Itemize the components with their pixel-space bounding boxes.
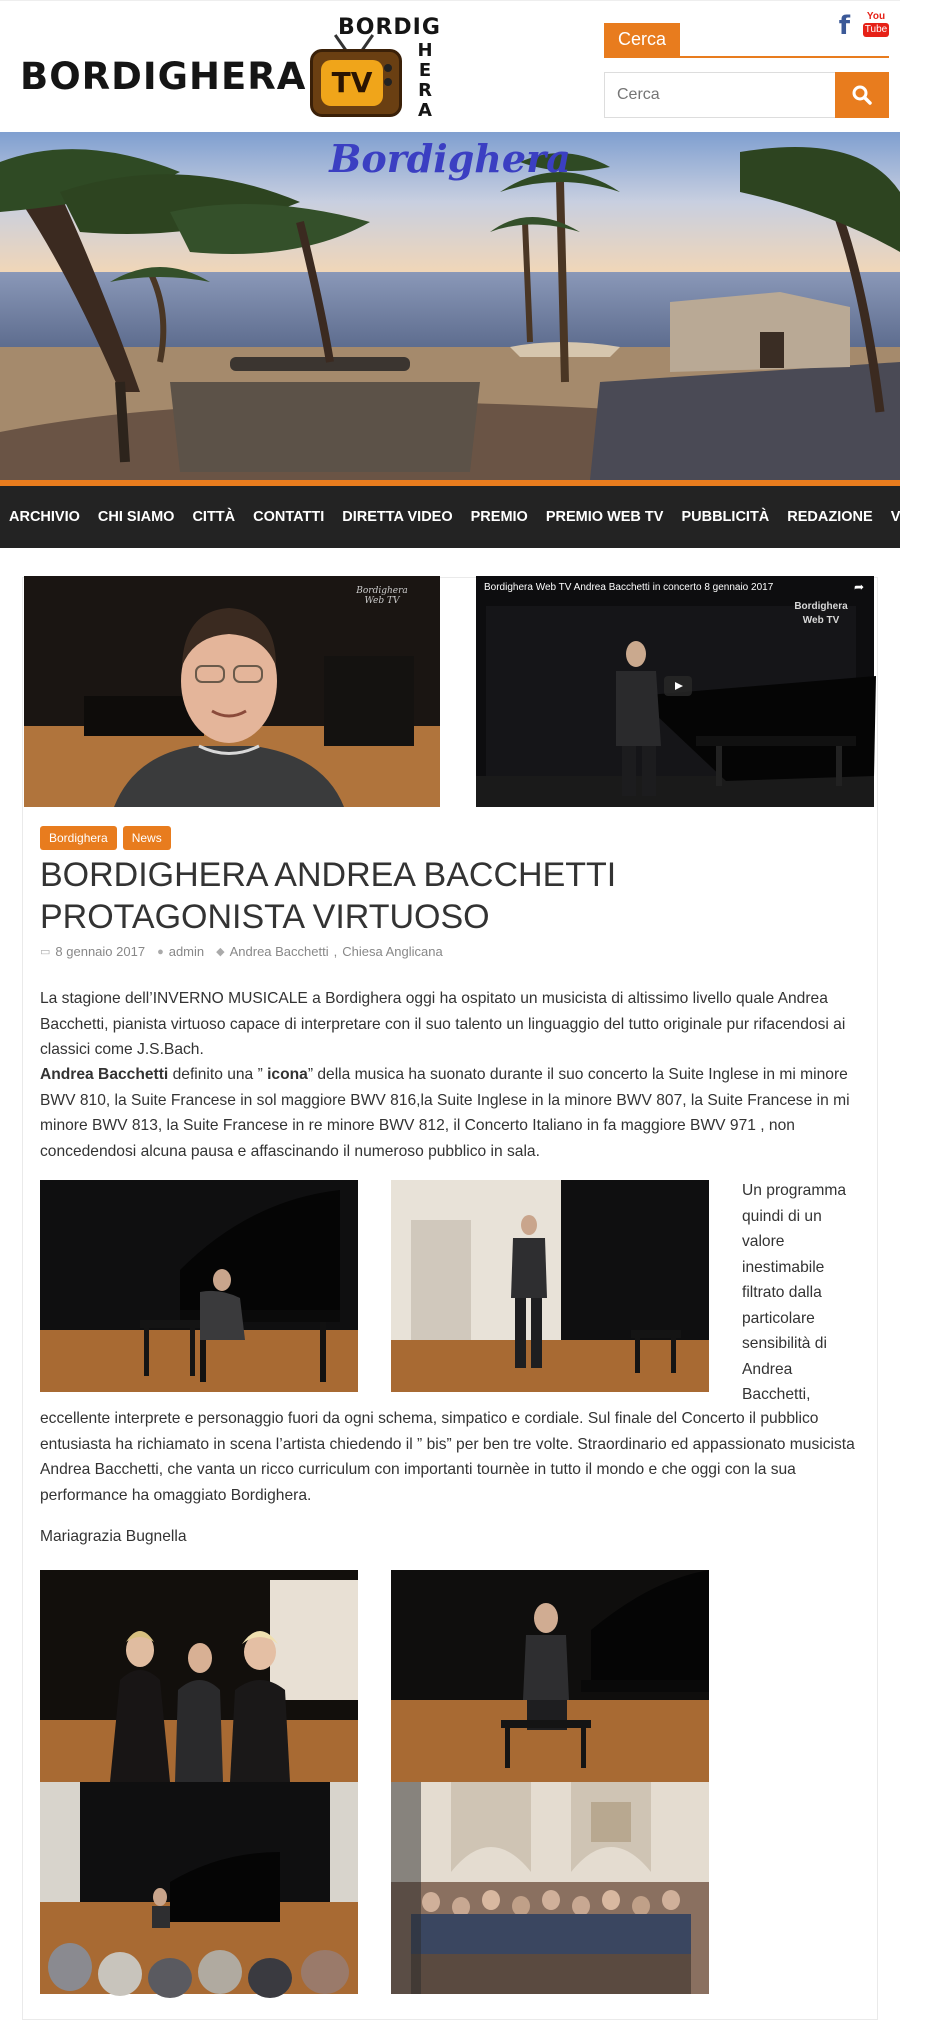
post-meta — [40, 944, 443, 959]
nav-item-video[interactable]: VIDEO — [890, 509, 936, 525]
tv-logo-icon — [310, 33, 402, 117]
category-badge[interactable]: Bordighera — [40, 826, 117, 850]
calendar-icon: ▭ — [40, 946, 51, 958]
tv-logo-label: TV — [321, 60, 383, 106]
article-paragraph: eccellente interprete e personaggio fuori da ogni schema, simpatico e cordiale. Sul finale del Concerto il pubblico entusiasta ha richiamato in scena l’artista chiedendo il ” bis” per ben tre volte. Straordinario ed appassionato musicista Andrea Bacchetti, che vanta un ricco curriculum con importanti tournèe in tutto il mondo e che oggi con la sua performance ha omaggiato Bordighera. — [40, 1410, 855, 1504]
post-author-text: admin — [168, 944, 205, 959]
site-header — [0, 0, 900, 132]
nav-item-contatti[interactable]: CONTATTI — [253, 509, 325, 525]
post-author[interactable] — [157, 944, 204, 959]
nav-item-premio[interactable]: PREMIO — [470, 509, 528, 525]
youtube-icon-text: Tube — [864, 24, 888, 35]
nav-item-chi-siamo[interactable]: CHI SIAMO — [97, 509, 175, 525]
featured-image[interactable] — [24, 576, 440, 807]
article-paragraph — [40, 1062, 870, 1164]
video-title[interactable]: Bordighera Web TV Andrea Bacchetti in concerto 8 gennaio 2017 — [484, 582, 774, 593]
video-brand: Bordighera Web TV — [794, 601, 848, 626]
gallery-photo[interactable] — [40, 1782, 358, 1994]
featured-video[interactable] — [476, 576, 874, 807]
hero-banner — [0, 132, 900, 480]
search-input[interactable] — [604, 72, 835, 118]
share-icon[interactable]: ➦ — [853, 580, 864, 594]
gallery-photo[interactable] — [391, 1570, 709, 1782]
post-title: BORDIGHERA ANDREA BACCHETTI PROTAGONISTA VIRTUOSO — [40, 856, 617, 936]
tag-icon: ◆ — [216, 946, 225, 958]
category-badge[interactable]: News — [123, 826, 171, 850]
nav-item-redazione[interactable]: REDAZIONE — [787, 509, 873, 525]
youtube-icon-text: You — [866, 11, 886, 22]
nav-item-citta[interactable]: CITTÀ — [192, 509, 236, 525]
article-author-signature: Mariagrazia Bugnella — [40, 1528, 187, 1545]
paragraph-text: definito una ” — [168, 1066, 268, 1083]
post-categories — [40, 826, 171, 850]
featured-image-watermark: Bordighera Web TV — [356, 586, 408, 606]
logo-side-vertical-text: HERA — [417, 40, 433, 121]
search-button[interactable] — [835, 72, 889, 118]
bold-text: icona — [267, 1066, 308, 1083]
post-date-text: 8 gennaio 2017 — [55, 944, 146, 959]
article-photo[interactable] — [40, 1180, 358, 1392]
nav-item-pubblicita[interactable]: PUBBLICITÀ — [681, 509, 770, 525]
bold-text: Andrea Bacchetti — [40, 1066, 169, 1083]
facebook-icon[interactable]: f — [838, 11, 850, 41]
play-icon[interactable] — [664, 676, 692, 696]
article-photo[interactable] — [391, 1180, 709, 1392]
article-paragraph: Un programma quindi di un valore inestimabile filtrato dalla particolare sensibilità di Andrea Bacchetti, — [742, 1182, 846, 1403]
main-nav — [0, 486, 936, 548]
nav-item-archivio[interactable]: ARCHIVIO — [9, 509, 80, 525]
nav-item-diretta-video[interactable]: DIRETTA VIDEO — [342, 509, 453, 525]
search-icon — [852, 85, 872, 105]
article-paragraph: La stagione dell’INVERNO MUSICALE a Bordighera oggi ha ospitato un musicista di altissimo livello quale Andrea Bacchetti, pianista virtuoso capace di interpretare con il suo talento un linguaggio del tutto originale pur rifacendosi ai classici come J.S.Bach. — [40, 990, 846, 1058]
gallery-photo[interactable] — [391, 1782, 709, 1994]
logo-text: BORDIGHERA — [20, 55, 307, 98]
gallery-photo[interactable] — [40, 1570, 358, 1782]
hero-image — [0, 132, 900, 480]
hero-title: Bordighera — [329, 136, 571, 181]
paragraph-text: ” della musica ha suonato durante il suo concerto la Suite Inglese in mi minore BWV 810, la Suite Francese in sol maggiore BWV 816,la Suite Inglese in la minore BWV 807, la Suite Francese in mi minore BWV 813, la Suite Francese in re minore BWV 812, il Concerto Italiano in fa maggiore BWV 971 , non concedendosi alcuna pausa e affascinando il numeroso pubblico in sala. — [40, 1066, 850, 1160]
post-tags: ◆ Andrea Bacchetti , Chiesa Anglicana — [216, 944, 443, 959]
logo-side-text: BORDIG — [338, 15, 441, 40]
post-tag-link[interactable]: Andrea Bacchetti — [229, 944, 329, 959]
post-date[interactable] — [40, 944, 145, 959]
nav-item-premio-web-tv[interactable]: PREMIO WEB TV — [545, 509, 664, 525]
search-widget-title: Cerca — [604, 23, 680, 57]
user-icon: ● — [157, 945, 164, 958]
search-widget — [604, 23, 889, 118]
site-logo[interactable] — [20, 15, 441, 121]
post-tag-link[interactable]: Chiesa Anglicana — [342, 944, 443, 959]
